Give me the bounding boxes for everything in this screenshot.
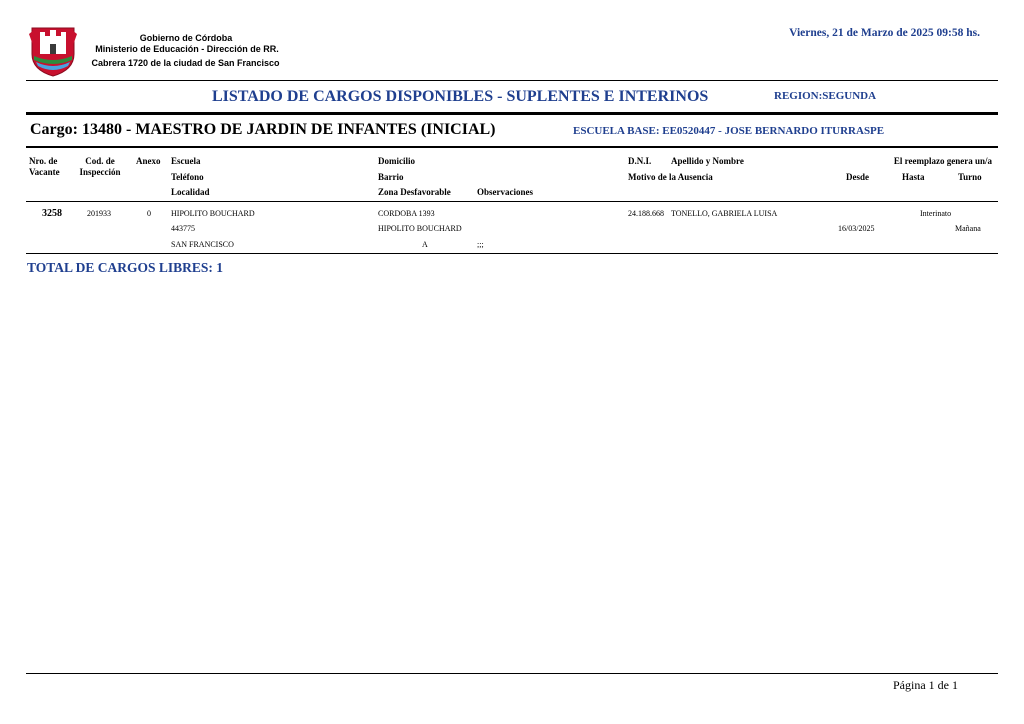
col-nro-vacante: Nro. de Vacante [29, 156, 60, 177]
telefono: 443775 [171, 224, 195, 233]
dni: 24.188.668 [628, 209, 664, 218]
table-bottom-divider [26, 253, 998, 254]
localidad: SAN FRANCISCO [171, 240, 234, 249]
col-barrio: Barrio [378, 172, 404, 182]
col-hasta: Hasta [902, 172, 925, 182]
col-localidad: Localidad [171, 187, 210, 197]
title-divider [26, 112, 998, 115]
col-reemplazo: El reemplazo genera un/a [893, 156, 992, 166]
report-datetime: Viernes, 21 de Marzo de 2025 09:58 hs. [789, 27, 980, 39]
apellido-nombre: TONELLO, GABRIELA LUISA [671, 209, 778, 218]
cargo-title: Cargo: 13480 - MAESTRO DE JARDIN DE INFANTES (INICIAL) [30, 121, 496, 138]
col-motivo: Motivo de la Ausencia [628, 172, 713, 182]
escuela-name: HIPOLITO BOUCHARD [171, 209, 255, 218]
col-dni: D.N.I. [628, 156, 652, 166]
org-ministry: Ministerio de Educación - Dirección de RR. [95, 44, 279, 54]
footer-divider [26, 673, 998, 674]
cargo-divider [26, 146, 998, 148]
page-number: Página 1 de 1 [893, 678, 958, 692]
header-divider [26, 80, 998, 81]
barrio: HIPOLITO BOUCHARD [378, 224, 462, 233]
cod-inspeccion: 201933 [87, 209, 111, 218]
region-label: REGION:SEGUNDA [774, 90, 877, 102]
cordoba-coat-of-arms-icon [28, 24, 78, 78]
col-apellido-nombre: Apellido y Nombre [671, 156, 744, 166]
org-address: Cabrera 1720 de la ciudad de San Francisco [91, 58, 280, 68]
vacante-number: 3258 [42, 208, 62, 219]
escuela-base: ESCUELA BASE: EE0520447 - JOSE BERNARDO ITURRASPE [573, 125, 885, 137]
col-zona: Zona Desfavorable [378, 187, 451, 197]
total-cargos-libres: TOTAL DE CARGOS LIBRES: 1 [27, 260, 224, 275]
col-turno: Turno [958, 172, 982, 182]
turno: Mañana [955, 224, 981, 233]
col-desde: Desde [846, 172, 869, 182]
reemplazo-tipo: Interinato [920, 209, 952, 218]
col-observaciones: Observaciones [477, 187, 533, 197]
zona-desfavorable: A [422, 240, 428, 249]
org-name: Gobierno de Córdoba [139, 33, 233, 43]
page-title: LISTADO DE CARGOS DISPONIBLES - SUPLENTES E INTERINOS [212, 88, 709, 105]
anexo: 0 [147, 209, 151, 218]
col-telefono: Teléfono [171, 172, 204, 182]
domicilio: CORDOBA 1393 [378, 209, 435, 218]
col-anexo: Anexo [136, 156, 161, 166]
col-cod-inspeccion: Cod. de Inspección [79, 156, 121, 177]
col-escuela: Escuela [171, 156, 201, 166]
desde-fecha: 16/03/2025 [838, 224, 875, 233]
header-row-divider [26, 201, 998, 202]
col-domicilio: Domicilio [378, 156, 415, 166]
observaciones: ;;; [477, 240, 484, 249]
